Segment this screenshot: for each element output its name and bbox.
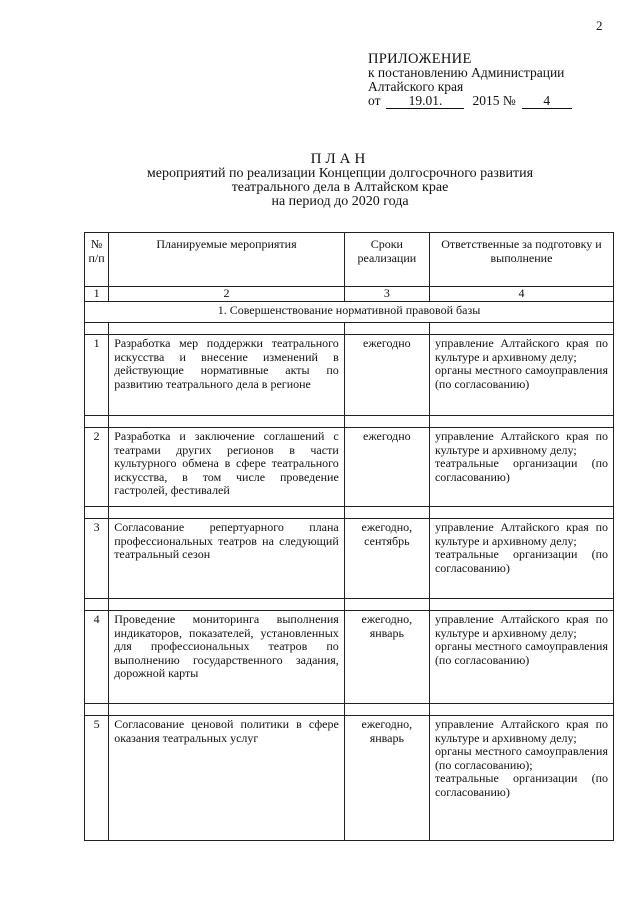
- row-resp: управление Алтайского края по культуре и архивному делу; органы местного самоуправления (по согласованию): [429, 611, 613, 704]
- col-number: 3: [344, 287, 429, 302]
- row-num: 3: [85, 519, 109, 599]
- page-number: 2: [596, 18, 603, 33]
- spacer-row: [85, 323, 614, 335]
- year-text: 2015 №: [472, 93, 516, 108]
- title-line-3: на период до 2020 года: [271, 194, 409, 209]
- row-num: 4: [85, 611, 109, 704]
- row-event: Согласование репертуарного плана профессиональных театров на следующий театральный сезон: [109, 519, 345, 599]
- header-resp: Ответственные за подготовку и выполнение: [429, 233, 613, 287]
- plan-table: [84, 232, 614, 841]
- row-term: ежегодно: [344, 335, 429, 416]
- header-event: Планируемые мероприятия: [109, 233, 345, 287]
- header-term: Сроки реализации: [344, 233, 429, 287]
- title-plan: ПЛАН: [310, 151, 370, 167]
- col-number: 4: [429, 287, 613, 302]
- col-number: 1: [85, 287, 109, 302]
- appendix-line-1: к постановлению Администрации: [368, 65, 565, 80]
- table-row: [85, 519, 614, 599]
- column-numbers-row: [85, 287, 614, 302]
- decree-number: 4: [522, 94, 572, 109]
- row-num: 5: [85, 716, 109, 841]
- row-term: ежегодно, январь: [344, 716, 429, 841]
- section-title: 1. Совершенствование нормативной правовой базы: [85, 302, 614, 323]
- row-num: 2: [85, 428, 109, 507]
- appendix-block: [368, 52, 572, 109]
- appendix-date-line: [368, 94, 572, 109]
- table-row: [85, 428, 614, 507]
- row-resp: управление Алтайского края по культуре и архивному делу; театральные организации (по согласованию): [429, 428, 613, 507]
- row-resp: управление Алтайского края по культуре и архивному делу; органы местного самоуправления (по согласованию): [429, 335, 613, 416]
- appendix-line-2: Алтайского края: [368, 79, 464, 94]
- row-term: ежегодно: [344, 428, 429, 507]
- table-header-row: [85, 233, 614, 287]
- col-number: 2: [109, 287, 345, 302]
- row-resp: управление Алтайского края по культуре и архивному делу; театральные организации (по согласованию): [429, 519, 613, 599]
- spacer-row: [85, 416, 614, 428]
- decree-date: 19.01.: [386, 94, 464, 109]
- from-label: от: [368, 93, 381, 108]
- spacer-row: [85, 507, 614, 519]
- table-row: [85, 335, 614, 416]
- title-line-2: театрального дела в Алтайском крае: [231, 180, 449, 195]
- row-event: Разработка и заключение соглашений с театрами других регионов в части культурного обмена в сфере театрального искусства, в том числе проведение гастролей, фестивалей: [109, 428, 345, 507]
- section-row: [85, 302, 614, 323]
- row-event: Разработка мер поддержки театрального искусства и внесение изменений в действующие нормативные акты по развитию театрального дела в регионе: [109, 335, 345, 416]
- row-num: 1: [85, 335, 109, 416]
- title-line-1: мероприятий по реализации Концепции долгосрочного развития: [146, 166, 534, 181]
- row-term: ежегодно, сентябрь: [344, 519, 429, 599]
- row-resp: управление Алтайского края по культуре и архивному делу; органы местного самоуправления (по согласованию); театральные организации (по согласованию): [429, 716, 613, 841]
- row-event: Согласование ценовой политики в сфере оказания театральных услуг: [109, 716, 345, 841]
- document-title: [60, 152, 620, 209]
- spacer-row: [85, 599, 614, 611]
- spacer-row: [85, 704, 614, 716]
- row-event: Проведение мониторинга выполнения индикаторов, показателей, установленных для профессиональных театров по выполнению государственного задания, дорожной карты: [109, 611, 345, 704]
- table-row: [85, 716, 614, 841]
- header-num: № п/п: [85, 233, 109, 287]
- appendix-heading: ПРИЛОЖЕНИЕ: [368, 51, 472, 67]
- row-term: ежегодно, январь: [344, 611, 429, 704]
- table-row: [85, 611, 614, 704]
